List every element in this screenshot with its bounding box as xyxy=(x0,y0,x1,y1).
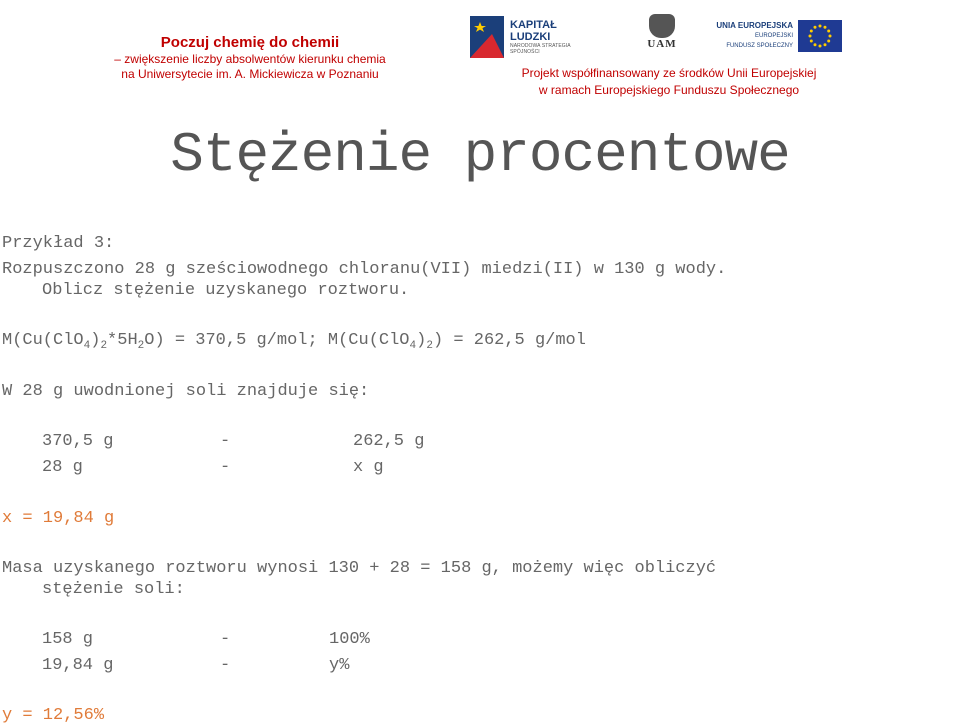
proportion1-left: 370,5 g xyxy=(42,432,114,451)
proportion2-dash: - xyxy=(220,458,231,477)
proportion3-dash: - xyxy=(220,630,231,649)
slide-title: Stężenie procentowe xyxy=(170,123,790,187)
eu-logo xyxy=(712,16,842,56)
kapital-ludzki-tagline: NARODOWA STRATEGIA SPÓJNOŚCI xyxy=(510,43,571,55)
problem-line2: Oblicz stężenie uzyskanego roztworu. xyxy=(42,281,410,300)
eu-name: UNIA EUROPEJSKA xyxy=(716,21,793,30)
example-label: Przykład 3: xyxy=(2,234,115,253)
cofinancing-line2: w ramach Europejskiego Funduszu Społecznego xyxy=(538,83,800,97)
cofinancing-line1: Projekt współfinansowany ze środków Unii Europejskiej xyxy=(521,66,817,80)
proportion4-left: 19,84 g xyxy=(42,656,114,675)
kapital-ludzki-name: KAPITAŁ LUDZKI xyxy=(510,19,557,43)
salt-intro: W 28 g uwodnionej soli znajduje się: xyxy=(2,382,370,401)
kapital-ludzki-icon xyxy=(470,16,504,58)
molar-mass-line: $M(Cu(ClO_4)_2*5H_2O) = 370,5$ g/mol; $M(Cu(ClO_4)_2) = 262,5$ g/mol xyxy=(2,331,586,352)
proportion2-right: x g xyxy=(353,458,384,477)
result-x: x = 19,84 g xyxy=(2,509,115,528)
proportion3-right: 100% xyxy=(329,630,370,649)
proportion1-dash: - xyxy=(220,432,231,451)
cofinancing-note xyxy=(518,65,820,99)
project-subtitle: – zwiększenie liczby absolwentów kierunku chemia xyxy=(114,52,386,66)
eu-fund-line1: EUROPEJSKI xyxy=(754,33,793,39)
problem-line1: Rozpuszczono 28 g sześciowodnego chloranu(VII) miedzi(II) w 130 g wody. xyxy=(2,260,727,279)
uam-label: UAM xyxy=(647,38,677,50)
project-title: Poczuj chemię do chemii xyxy=(160,34,340,51)
proportion3-left: 158 g xyxy=(42,630,94,649)
proportion1-right: 262,5 g xyxy=(353,432,425,451)
mass-line2: stężenie soli: xyxy=(42,580,185,599)
proportion4-right: y% xyxy=(329,656,350,675)
eu-fund-line2: FUNDUSZ SPOŁECZNY xyxy=(726,43,793,49)
proportion4-dash: - xyxy=(220,656,231,675)
project-header xyxy=(100,33,400,82)
mass-line1: Masa uzyskanego roztworu wynosi 130 + 28 = 158 g, możemy więc obliczyć xyxy=(2,559,717,578)
project-university: na Uniwersytecie im. A. Mickiewicza w Poznaniu xyxy=(121,67,379,81)
uam-crest-icon xyxy=(649,14,675,38)
kapital-ludzki-logo xyxy=(470,12,600,62)
proportion2-left: 28 g xyxy=(42,458,83,477)
uam-logo xyxy=(642,14,682,54)
result-y: y = 12,56% xyxy=(2,706,105,725)
eu-flag-icon xyxy=(798,20,842,52)
